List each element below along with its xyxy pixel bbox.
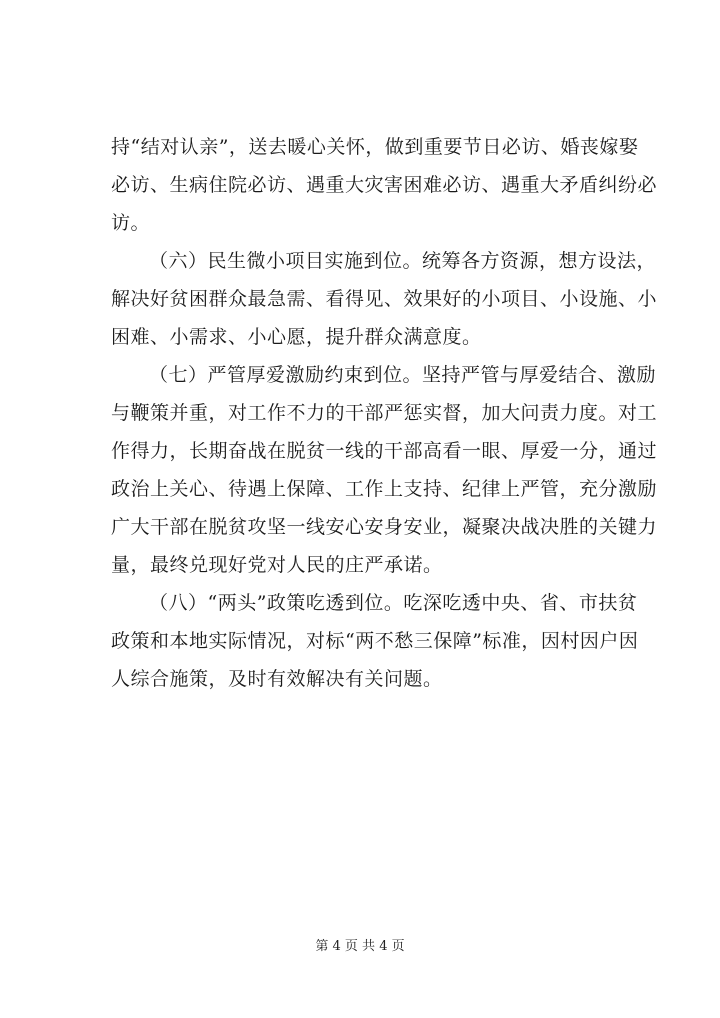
body-line-13: （八）“两头”政策吃透到位。吃深吃透中央、省、市扶贫 xyxy=(149,592,638,614)
body-line-11: 广大干部在脱贫攻坚一线安心安身安业，凝聚决战决胜的关键力 xyxy=(111,516,658,538)
body-line-3: 访。 xyxy=(111,212,151,234)
page-footer xyxy=(0,938,720,956)
body-line-14: 政策和本地实际情况，对标“两不愁三保障”标准，因村因户因 xyxy=(111,630,639,652)
document-body xyxy=(111,128,656,698)
body-line-2: 必访、生病住院必访、遇重大灾害困难必访、遇重大矛盾纠纷必 xyxy=(111,174,658,196)
body-line-9: 作得力，长期奋战在脱贫一线的干部高看一眼、厚爱一分，通过 xyxy=(111,440,658,462)
body-line-1: 持“结对认亲”，送去暖心关怀，做到重要节日必访、婚丧嫁娶 xyxy=(111,136,639,158)
body-line-15: 人综合施策，及时有效解决有关问题。 xyxy=(111,668,443,690)
body-line-10: 政治上关心、待遇上保障、工作上支持、纪律上严管，充分激励 xyxy=(111,478,658,500)
page-number-label: 第 4 页 共 4 页 xyxy=(315,939,405,954)
body-line-12: 量，最终兑现好党对人民的庄严承诺。 xyxy=(111,554,443,576)
body-line-8: 与鞭策并重，对工作不力的干部严惩实督，加大问责力度。对工 xyxy=(111,402,658,424)
body-line-7: （七）严管厚爱激励约束到位。坚持严管与厚爱结合、激励 xyxy=(149,364,657,386)
body-line-6: 困难、小需求、小心愿，提升群众满意度。 xyxy=(111,326,482,348)
body-line-4: （六）民生微小项目实施到位。统筹各方资源，想方设法， xyxy=(149,250,657,272)
body-line-5: 解决好贫困群众最急需、看得见、效果好的小项目、小设施、小 xyxy=(111,288,658,310)
